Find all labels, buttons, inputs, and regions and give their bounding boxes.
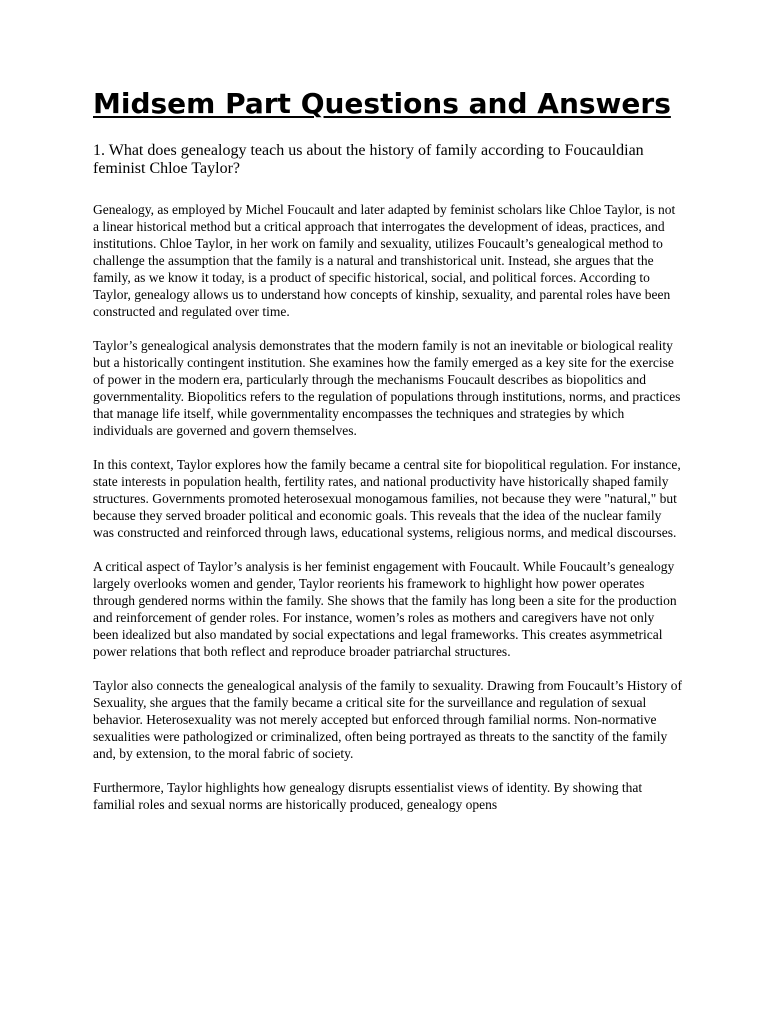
paragraph-5: Taylor also connects the genealogical analysis of the family to sexuality. Drawing from Foucault’s History of Sexuality, she argues that the family became a critical site for the surveillance and regulation of sexual behavior. Heterosexuality was not merely accepted but enforced through familial norms. Non-normative sexualities were pathologized or criminalized, often being portrayed as threats to the sanctity of the family and, by extension, to the moral fabric of society. [93, 678, 683, 761]
paragraph-6: Furthermore, Taylor highlights how genealogy disrupts essentialist views of identity. By showing that familial roles and sexual norms are historically produced, genealogy opens [93, 780, 643, 812]
question-heading: 1. What does genealogy teach us about the history of family according to Foucauldian feminist Chloe Taylor? [93, 142, 644, 177]
document-page [93, 84, 683, 830]
paragraph-1: Genealogy, as employed by Michel Foucault and later adapted by feminist scholars like Chloe Taylor, is not a linear historical method but a critical approach that interrogates the development of ideas, practices, and institutions. Chloe Taylor, in her work on family and sexuality, utilizes Foucault’s genealogical method to challenge the assumption that the family is a natural and transhistorical unit. Instead, she argues that the family, as we know it today, is a product of specific historical, social, and political forces. According to Taylor, genealogy allows us to understand how concepts of kinship, sexuality, and parental roles have been constructed and regulated over time. [93, 202, 676, 319]
paragraph-3: In this context, Taylor explores how the family became a central site for biopolitical regulation. For instance, state interests in population health, fertility rates, and national productivity have historically shaped family structures. Governments promoted heterosexual monogamous families, not because they were "natural," but because they served broader political and economic goals. This reveals that the idea of the nuclear family was constructed and reinforced through laws, educational systems, religious norms, and medical discourses. [93, 457, 681, 540]
paragraph-4: A critical aspect of Taylor’s analysis is her feminist engagement with Foucault. While Foucault’s genealogy largely overlooks women and gender, Taylor reorients his framework to highlight how power operates through gendered norms within the family. She shows that the family has long been a site for the production and reinforcement of gender roles. For instance, women’s roles as mothers and caregivers have not only been idealized but also mandated by social expectations and legal frameworks. This creates asymmetrical power relations that both reflect and reproduce broader patriarchal structures. [93, 559, 677, 659]
document-title: Midsem Part Questions and Answers [93, 87, 671, 120]
paragraph-2: Taylor’s genealogical analysis demonstrates that the modern family is not an inevitable or biological reality but a historically contingent institution. She examines how the family emerged as a key site for the exercise of power in the modern era, particularly through the mechanisms Foucault describes as biopolitics and governmentality. Biopolitics refers to the regulation of populations through institutions, norms, and practices that manage life itself, while governmentality encompasses the techniques and strategies by which individuals are governed and govern themselves. [93, 338, 681, 438]
